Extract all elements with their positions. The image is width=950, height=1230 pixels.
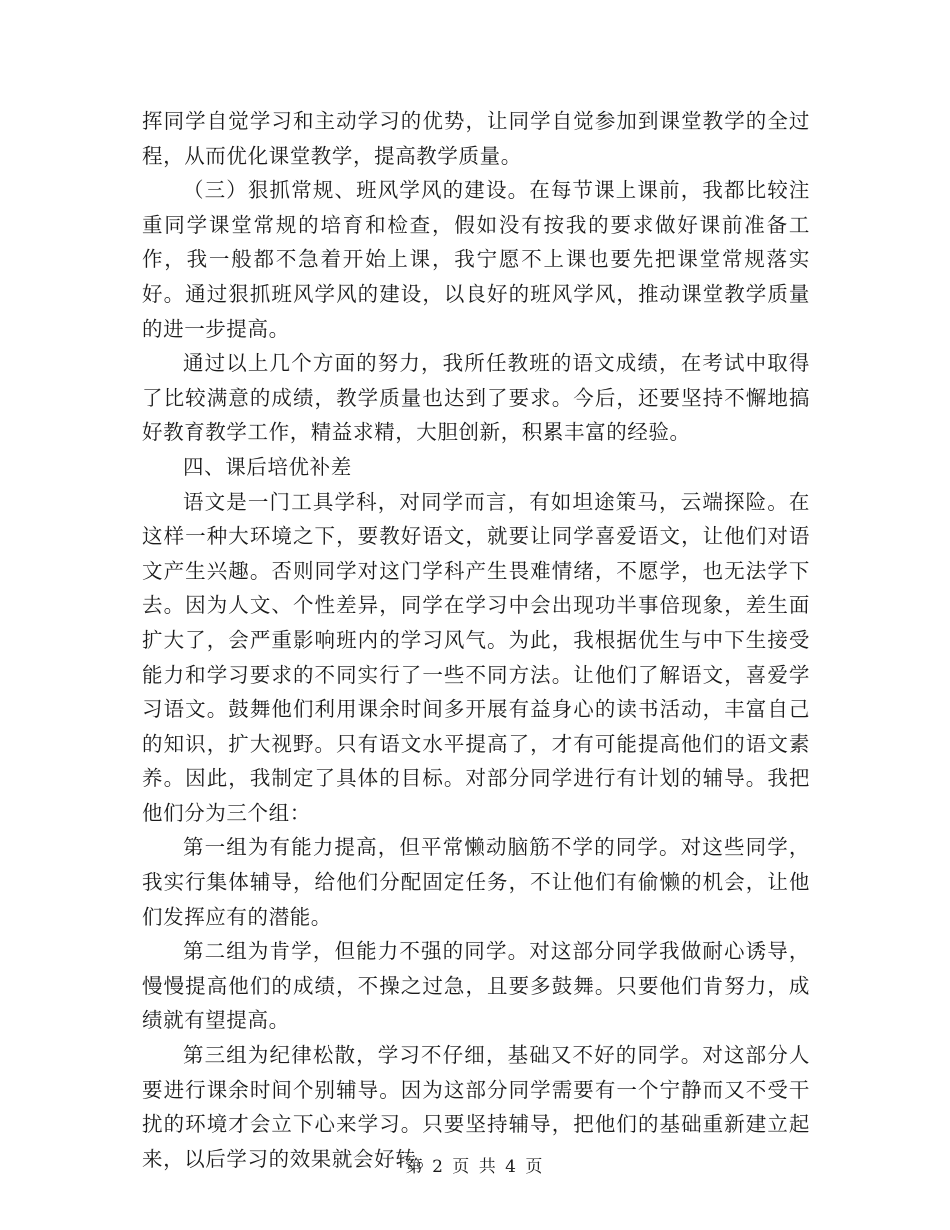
paragraph-group-two: 第二组为肯学，但能力不强的同学。对这部分同学我做耐心诱导，慢慢提高他们的成绩，不操之过急，且要多鼓舞。只要他们肯努力，成绩就有望提高。 (142, 939, 810, 1033)
page-number-footer: 第 2 页 共 4 页 (405, 1157, 545, 1177)
paragraph-group-three: 第三组为纪律松散，学习不仔细，基础又不好的同学。对这部分人要进行课余时间个别辅导。因为这部分同学需要有一个宁静而又不受干扰的环境才会立下心来学习。只要坚持辅导，把他们的基础重新建立起来，以后学习的效果就会好转。 (142, 1043, 810, 1171)
paragraph-group-one: 第一组为有能力提高，但平常懒动脑筋不学的同学。对这些同学，我实行集体辅导，给他们分配固定任务，不让他们有偷懒的机会，让他们发挥应有的潜能。 (142, 835, 810, 929)
paragraph-results-summary: 通过以上几个方面的努力，我所任教班的语文成绩，在考试中取得了比较满意的成绩，教学质量也达到了要求。今后，还要坚持不懈地搞好教育教学工作，精益求精，大胆创新，积累丰富的经验。 (142, 351, 810, 445)
paragraph-continuation: 挥同学自觉学习和主动学习的优势，让同学自觉参加到课堂教学的全过程，从而优化课堂教学，提高教学质量。 (142, 109, 810, 168)
section-heading-tutoring: 四、课后培优补差 (183, 454, 352, 479)
document-body (142, 104, 810, 1176)
paragraph-chinese-subject: 语文是一门工具学科，对同学而言，有如坦途策马，云端探险。在这样一种大环境之下，要教好语文，就要让同学喜爱语文，让他们对语文产生兴趣。否则同学对这门学科产生畏难情绪，不愿学，也无法学下去。因为人文、个性差异，同学在学习中会出现功半事倍现象，差生面扩大了，会严重影响班内的学习风气。为此，我根据优生与中下生接受能力和学习要求的不同实行了一些不同方法。让他们了解语文，喜爱学习语文。鼓舞他们利用课余时间多开展有益身心的读书活动，丰富自己的知识，扩大视野。只有语文水平提高了，才有可能提高他们的语文素养。因此，我制定了具体的目标。对部分同学进行有计划的辅导。我把他们分为三个组： (142, 489, 810, 825)
paragraph-discipline-building: （三）狠抓常规、班风学风的建设。在每节课上课前，我都比较注重同学课堂常规的培育和检查，假如没有按我的要求做好课前准备工作，我一般都不急着开始上课，我宁愿不上课也要先把课堂常规落实好。通过狠抓班风学风的建设，以良好的班风学风，推动课堂教学质量的进一步提高。 (142, 178, 810, 341)
